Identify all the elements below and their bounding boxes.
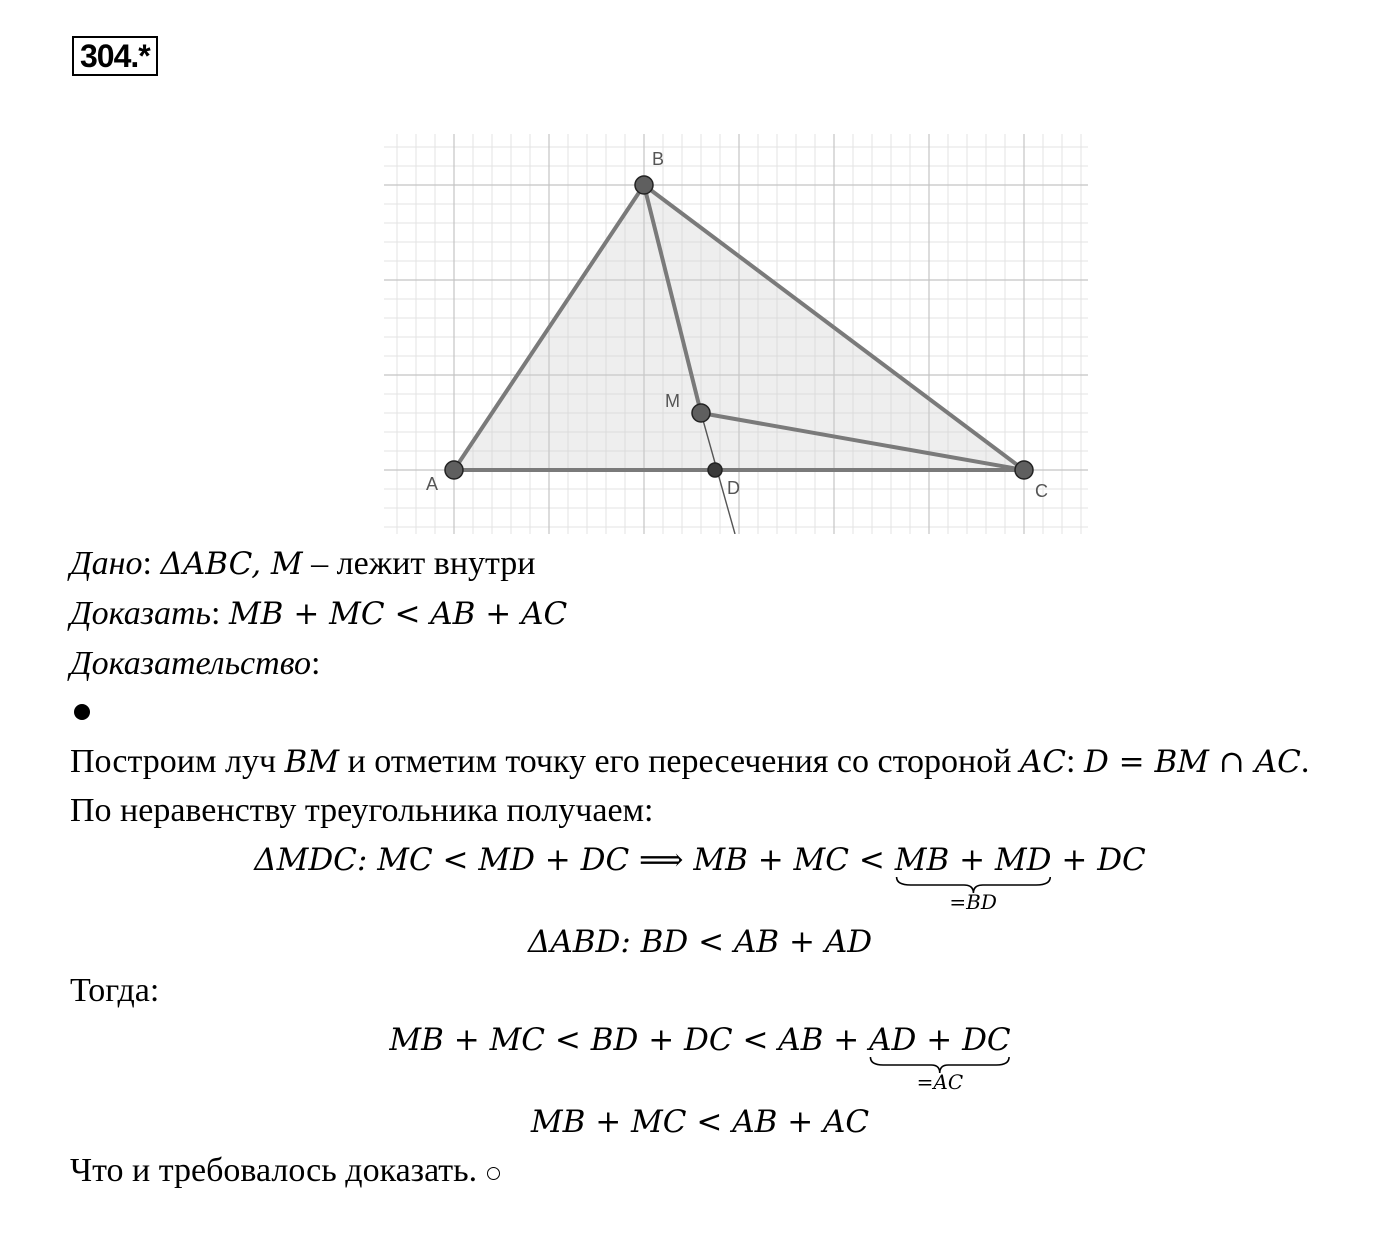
point-m (692, 404, 710, 422)
prove-math: MB + MC < AB + AC (228, 596, 568, 632)
label-b: B (652, 149, 665, 169)
eq3-brace-label: =AC (916, 1070, 964, 1094)
conclusion-text: Что и требовалось доказать. (70, 1152, 478, 1189)
eq3-brace-text: AD + DC (869, 1022, 1011, 1058)
given-colon: : (142, 545, 152, 582)
eq1-brace-group (894, 840, 1052, 914)
proof-line (70, 644, 320, 684)
eq3-left: MB + MC < BD + DC < AB + (389, 1022, 870, 1058)
step2-line: По неравенству треугольника получаем: (70, 792, 654, 829)
step1-text2: и отметим точку его пересечения со стороной (339, 743, 1020, 780)
eq1-right: + DC (1051, 842, 1146, 878)
label-c: C (1035, 481, 1048, 501)
step1-text4: . (1300, 743, 1310, 780)
equation-mdc (0, 840, 1400, 914)
qed-circle-icon (487, 1167, 500, 1180)
step1-text3: : (1066, 743, 1084, 780)
point-b (635, 176, 653, 194)
problem-number: 304.* (72, 36, 158, 76)
label-d: D (727, 478, 740, 498)
equation-chain (0, 1020, 1400, 1094)
given-text: – лежит внутри (302, 545, 536, 582)
equation-abd: ΔABD: BD < AB + AD (527, 924, 873, 960)
given-math: ΔABC, M (160, 546, 303, 582)
given-label: Дано (70, 545, 143, 582)
then-line: Тогда: (70, 972, 160, 1009)
eq3-brace-group (869, 1020, 1011, 1094)
point-a (445, 461, 463, 479)
prove-label: Доказать (70, 595, 211, 632)
prove-line (70, 594, 567, 634)
step1-math1: BM (284, 744, 340, 780)
proof-colon: : (311, 645, 321, 682)
label-a: A (426, 474, 439, 494)
given-line (70, 544, 535, 584)
point-d (708, 463, 722, 477)
eq1-brace-text: MB + MD (894, 842, 1052, 878)
step1-line (70, 742, 1309, 782)
equation-result: MB + MC < AB + AC (530, 1104, 870, 1140)
step1-text1: Построим луч (70, 743, 285, 780)
bullet-icon (74, 704, 90, 720)
point-c (1015, 461, 1033, 479)
eq1-brace-label: =BD (949, 890, 997, 914)
step1-math3: D = BM ∩ AC (1083, 744, 1301, 780)
eq1-left: ΔMDC: MC < MD + DC ⟹ MB + MC < (254, 842, 895, 878)
step1-math2: AC (1019, 744, 1067, 780)
proof-label: Доказательство (70, 645, 312, 682)
prove-colon: : (210, 595, 221, 632)
conclusion-line (70, 1151, 500, 1191)
geometry-figure (384, 134, 1088, 534)
label-m: M (665, 391, 680, 411)
